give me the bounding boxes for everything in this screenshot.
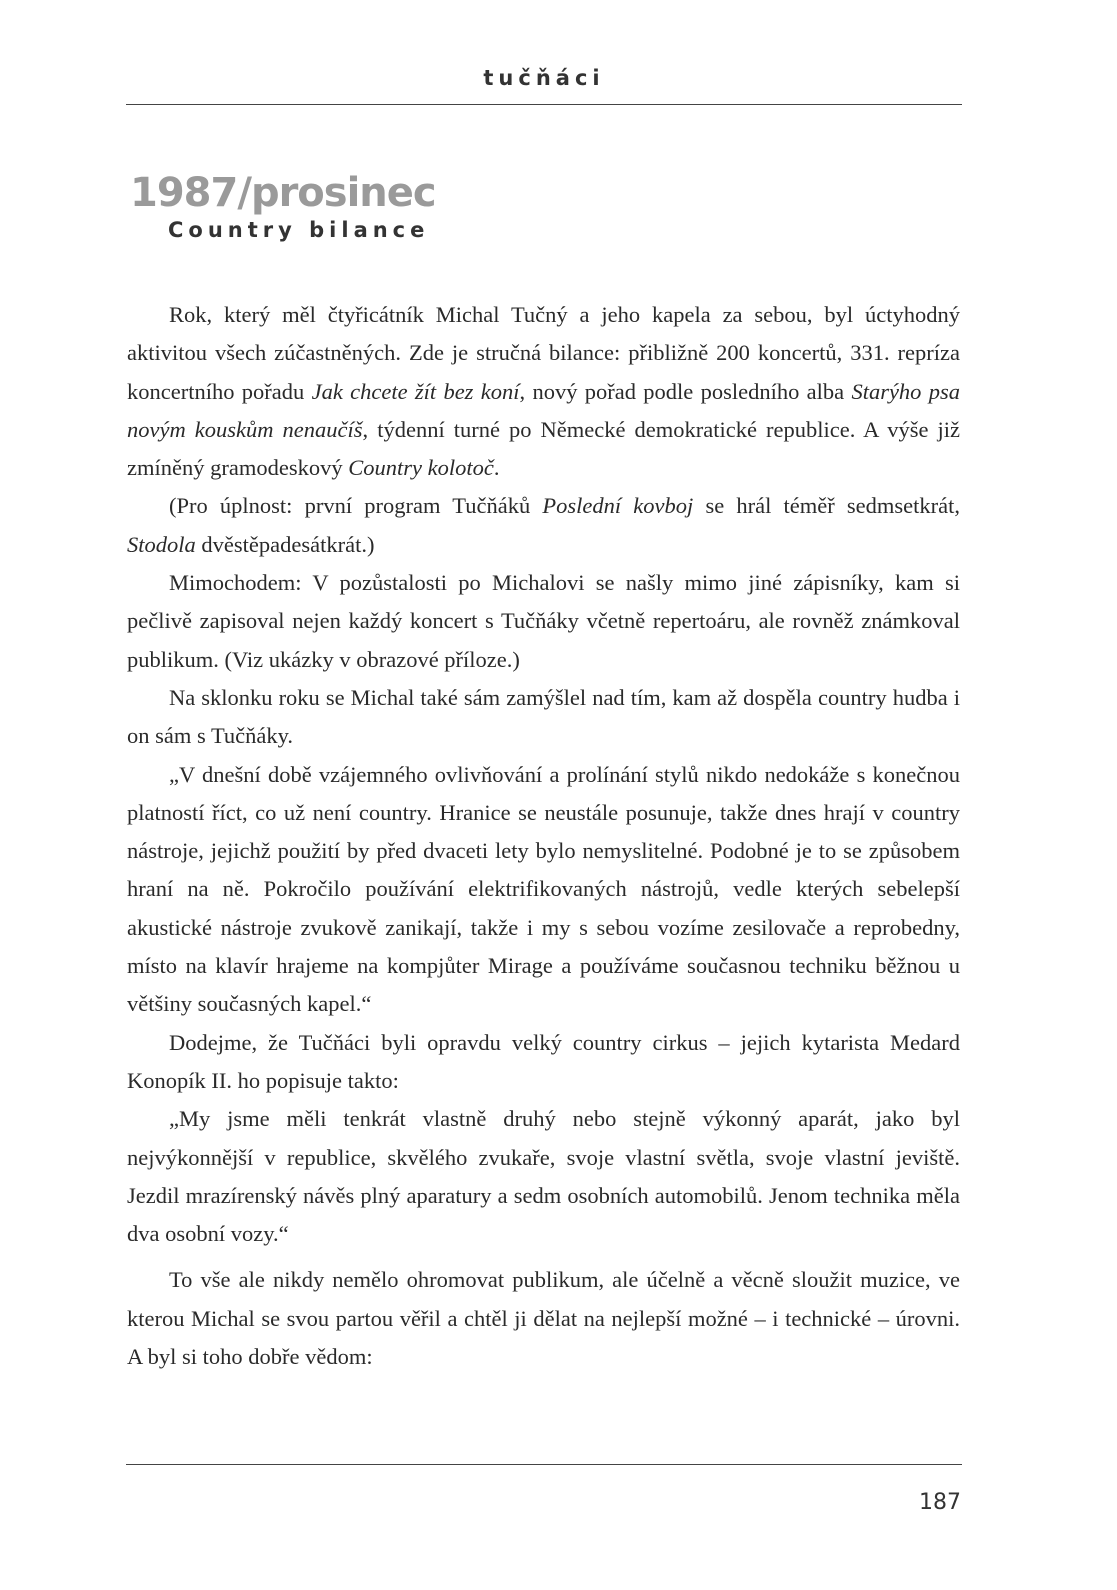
page-number: 187 [919,1490,961,1515]
paragraph: Dodejme, že Tučňáci byli opravdu velký country cirkus – jejich kytarista Medard Konopík II. ho popisuje takto: [127,1029,960,1093]
title-italic: Country kolotoč [348,455,494,481]
paragraph [127,296,960,487]
chapter-subtitle: Country bilance [168,218,430,242]
footer-rule [126,1464,962,1465]
running-title: tučňáci [483,66,605,90]
body-text [127,296,960,1376]
title-italic: Stodola [127,531,196,557]
paragraph: Na sklonku roku se Michal také sám zamýšlel nad tím, kam až dospěla country hudba i on sám s Tučňáky. [127,684,960,749]
title-italic: Starýho psa novým kouskům nenaučíš [127,378,960,442]
header-rule [126,104,962,105]
title-italic: Jak chcete žít bez koní [311,378,520,404]
paragraph [127,487,960,564]
quote-paragraph: „My jsme měli tenkrát vlastně druhý nebo stejně výkonný aparát, jako byl nejvýkonnější v republice, skvělého zvukaře, svoje vlastní světla, svoje vlastní jeviště. Jezdil mrazírenský návěs plný aparatury a sedm osobních automobilů. Jenom technika měla dva osobní vozy.“ [127,1106,960,1247]
title-italic: Poslední kovboj [542,493,694,519]
text-run: se hrál téměř sedmsetkrát, [693,493,960,519]
chapter-title: 1987/prosinec [130,170,436,216]
text-run: , týdenní turné po Německé demokratické republice. A výše již zmíněný gramodeskový [127,416,961,481]
text-run: , nový pořad podle posledního alba [519,378,852,404]
text-run: (Pro úplnost: první program Tučňáků [169,493,543,519]
text-run: Rok, který měl čtyřicátník Michal Tučný a jeho kapela za sebou, byl úctyhodný aktivitou všech zúčastněných. Zde je stručná bilance: přibližně 200 koncertů, 331. repríza koncertního pořadu [127,302,960,404]
text-run: dvěstěpadesátkrát.) [195,531,375,557]
text-run: . [493,455,500,481]
paragraph: Mimochodem: V pozůstalosti po Michalovi se našly mimo jiné zápisníky, kam si pečlivě zapisoval nejen každý koncert s Tučňáky včetně repertoáru, ale rovněž známkoval publikum. (Viz ukázky v obrazové příloze.) [127,570,960,672]
quote-paragraph: „V dnešní době vzájemného ovlivňování a prolínání stylů nikdo nedokáže s konečnou platností říct, co už není country. Hranice se neustále posunuje, takže dnes hrají v country nástroje, jejichž použití by před dvaceti lety bylo nemyslitelné. Podobné je to se způsobem hraní na ně. Pokročilo používání elektrifikovaných nástrojů, vedle kterých sebelepší akustické nástroje zvukově zanikají, takže i my s sebou vozíme zesilovače a reprobedny, místo na klavír hrajeme na kompjůter Mirage a používáme současnou techniku běžnou u většiny současných kapel.“ [127,761,960,1017]
paragraph: To vše ale nikdy nemělo ohromovat publikum, ale účelně a věcně sloužit muzice, ve kterou Michal se svou partou věřil a chtěl ji dělat na nejlepší možné – i technické – úrovni. A byl si toho dobře vědom: [127,1267,960,1370]
